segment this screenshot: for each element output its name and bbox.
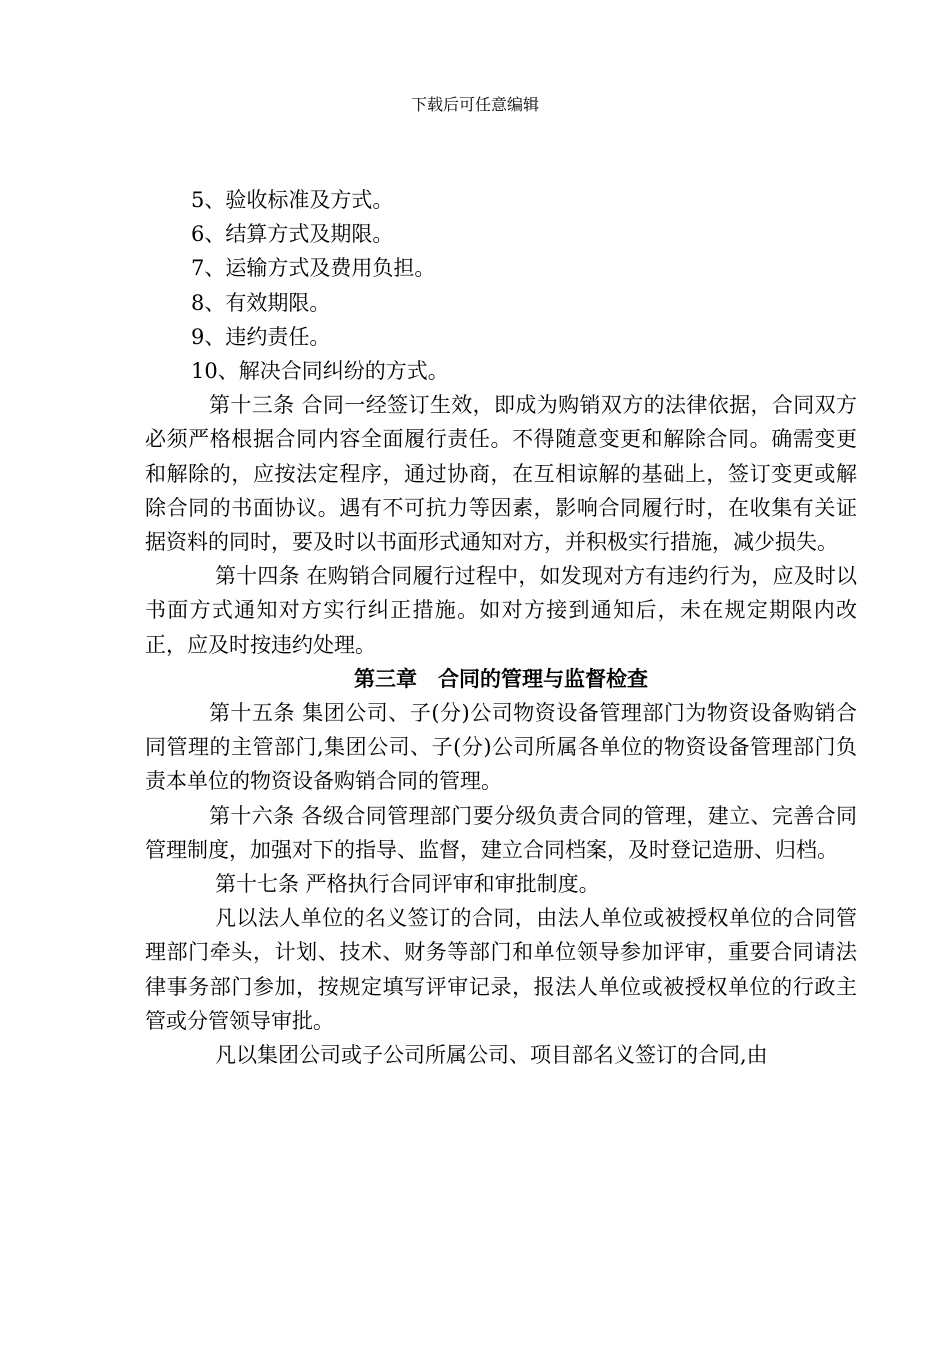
article-17: 第十七条 严格执行合同评审和审批制度。 (215, 872, 600, 897)
list-item-5: 5、验收标准及方式。 (191, 188, 394, 212)
article-16: 第十六条 各级合同管理部门要分级负责合同的管理，建立、完善合同管理制度，加强对下的指导、监督，建立合同档案，及时登记造册、归档。 (145, 803, 857, 862)
list-item-10: 10、解决合同纠纷的方式。 (191, 359, 449, 384)
list-item-6: 6、结算方式及期限。 (191, 222, 394, 247)
article-13: 第十三条 合同一经签订生效，即成为购销双方的法律依据，合同双方必须严格根据合同内容全面履行责任。不得随意变更和解除合同。确需变更和解除的，应按法定程序，通过协商，在互相谅解的基础上，签订变更或解除合同的书面协议。遇有不可抗力等因素，影响合同履行时，在收集有关证据资料的同时，要及时以书面形式通知对方，并积极实行措施，减少损失。 (145, 393, 857, 555)
page-header: 下载后可任意编辑 (410, 95, 539, 114)
list-item-9: 9、违约责任。 (191, 324, 331, 349)
article-14: 第十四条 在购销合同履行过程中，如发现对方有违约行为，应及时以书面方式通知对方实行纠正措施。如对方接到通知后，未在规定期限内改正，应及时按违约处理。 (145, 564, 857, 657)
paragraph-legal-person: 凡以法人单位的名义签订的合同，由法人单位或被授权单位的合同管理部门牵头，计划、技术、财务等部门和单位领导参加评审，重要合同请法律事务部门参加，按规定填写评审记录，报法人单位或被授权单位的行政主管或分管领导审批。 (145, 906, 857, 1033)
list-item-8: 8、有效期限。 (191, 290, 331, 315)
document-body (145, 183, 857, 1072)
list-item-7: 7、运输方式及费用负担。 (191, 256, 436, 281)
paragraph-group: 凡以集团公司或子公司所属公司、项目部名义签订的合同,由 (215, 1043, 768, 1068)
article-15: 第十五条 集团公司、子(分)公司物资设备管理部门为物资设备购销合同管理的主管部门,集团公司、子(分)公司所属各单位的物资设备管理部门负责本单位的物资设备购销合同的管理。 (145, 701, 857, 794)
chapter-3-title: 第三章 合同的管理与监督检查 (354, 666, 648, 691)
